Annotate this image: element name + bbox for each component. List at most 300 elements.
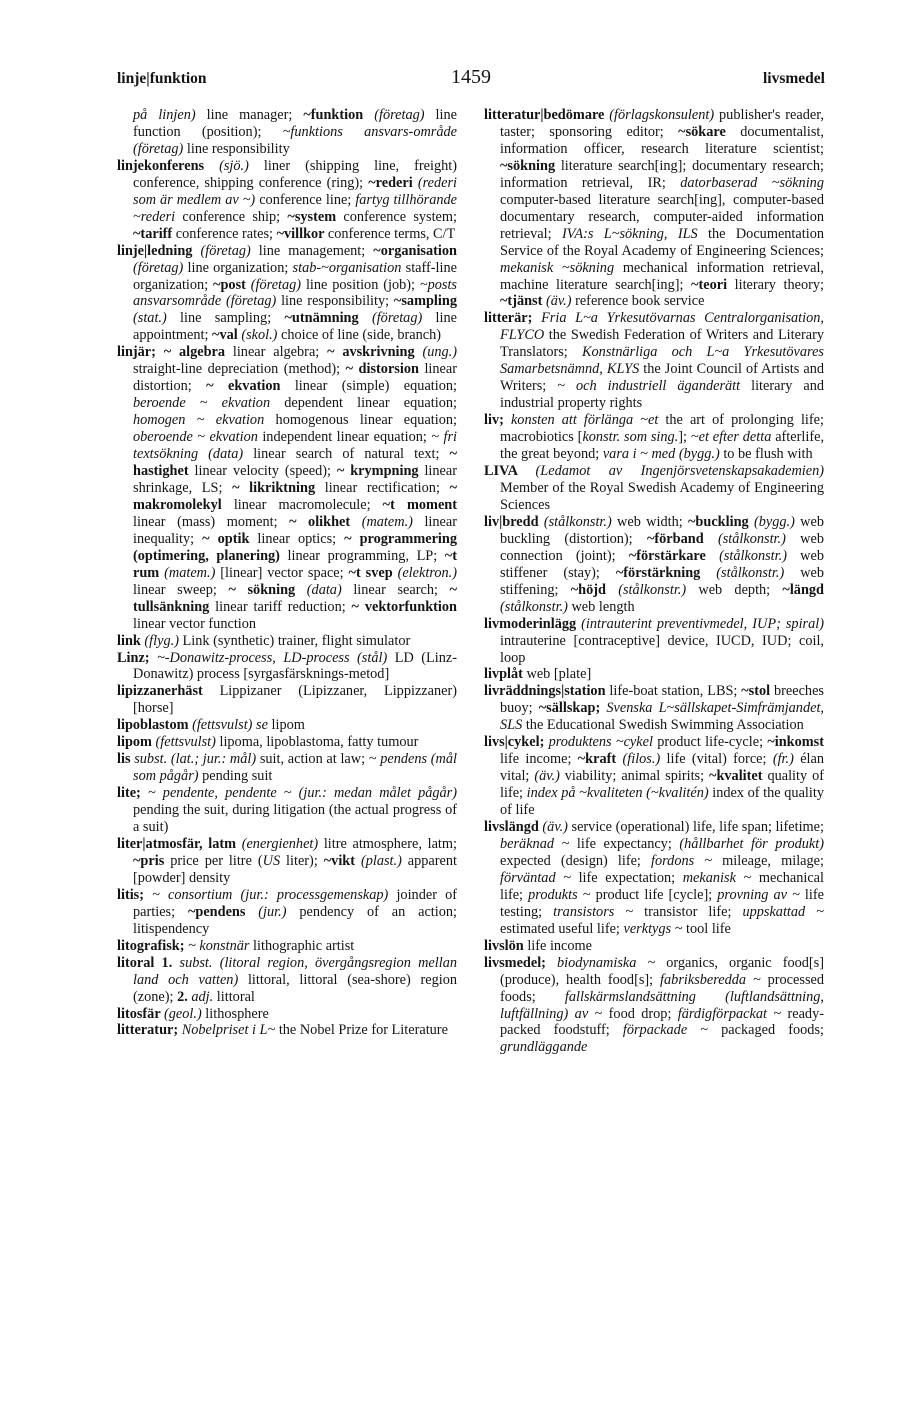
translation-text: conference line; bbox=[259, 191, 356, 208]
italic-gloss: mekanisk ~sökning bbox=[500, 259, 623, 276]
translation-text: web stiffener (stay); bbox=[500, 547, 824, 581]
translation-text: breeches buoy; bbox=[500, 683, 824, 717]
translation-text: life-boat station, LBS; bbox=[609, 683, 742, 700]
headword: ~stol bbox=[741, 683, 774, 700]
headword: ~ programmering (optimering, planering) bbox=[133, 530, 457, 564]
headword: litoral bbox=[117, 954, 162, 971]
dictionary-entry bbox=[484, 463, 824, 514]
translation-text: conference ship; bbox=[182, 208, 288, 225]
translation-text: linear optics; bbox=[257, 530, 345, 547]
translation-text: liner (shipping line, freight) conference, shipping conference (ring); bbox=[133, 157, 457, 191]
headword: litteratur|bedömare bbox=[484, 107, 610, 123]
italic-gloss: subst. (litoral region, övergångsregion mellan land och vatten) bbox=[133, 954, 457, 988]
dictionary-entry bbox=[484, 514, 824, 616]
translation-text: web length bbox=[571, 598, 635, 615]
translation-text: reference book service bbox=[575, 293, 705, 310]
italic-gloss: fallskärmslandsättning (luftlandsättning, luftfällning) av ~ bbox=[500, 988, 824, 1022]
dictionary-entry bbox=[117, 938, 457, 955]
translation-text: intrauterine [contraceptive] device, IUCD, IUD; coil, loop bbox=[500, 632, 824, 666]
headword: ~ algebra bbox=[163, 344, 233, 361]
translation-text: transistor life; bbox=[644, 903, 743, 920]
italic-gloss: oberoende ~ ekvation bbox=[133, 429, 263, 446]
italic-gloss: (stålkonstr.) bbox=[716, 564, 801, 581]
translation-text: lipoma, lipoblastoma, fatty tumour bbox=[219, 734, 419, 751]
translation-text: expected (design) life; bbox=[500, 852, 652, 869]
headword: link bbox=[117, 632, 145, 649]
headword: linjär; bbox=[117, 344, 164, 361]
headword: livslängd bbox=[484, 819, 543, 836]
italic-gloss: index på ~kvaliteten (~kvalitén) bbox=[526, 785, 713, 802]
italic-gloss: (data) bbox=[306, 581, 354, 598]
italic-gloss: ~ pendente, pendente ~ (jur.: medan målet pågår) bbox=[147, 785, 458, 802]
translation-text: index of the quality of life bbox=[500, 785, 824, 819]
dictionary-entry bbox=[117, 158, 457, 243]
translation-text: line responsibility; bbox=[281, 293, 394, 310]
italic-gloss: (Ledamot av Ingenjörsvetenskapsakademien) bbox=[535, 463, 824, 480]
dictionary-entry bbox=[484, 616, 824, 667]
headword: ~ optik bbox=[202, 530, 258, 547]
translation-text: processed foods; bbox=[500, 971, 824, 1005]
translation-text: linear programming, LP; bbox=[287, 547, 445, 564]
headword: litteratur; bbox=[117, 1022, 182, 1039]
headword: ~villkor bbox=[276, 225, 328, 242]
translation-text: service (operational) life, life span; lifetime; bbox=[571, 819, 824, 836]
italic-gloss: US bbox=[262, 852, 287, 869]
headword: lipoblastom bbox=[117, 717, 193, 734]
headword: ~t svep bbox=[348, 564, 398, 581]
headword: ~kvalitet bbox=[709, 768, 768, 785]
translation-text: food drop; bbox=[608, 1005, 678, 1022]
translation-text: littoral, littoral (sea-shore) region (zone); bbox=[133, 971, 457, 1005]
translation-text: linear shrinkage, LS; bbox=[133, 463, 457, 496]
translation-text: afterlife, the great beyond; bbox=[500, 429, 825, 463]
translation-text: the Nobel Prize for Literature bbox=[278, 1022, 448, 1039]
headword: ~tjänst bbox=[500, 293, 546, 310]
italic-gloss: ~et efter detta bbox=[690, 429, 776, 446]
italic-gloss: (energienhet) bbox=[241, 835, 324, 852]
headword: ~teori bbox=[691, 276, 735, 293]
italic-gloss: på linjen) bbox=[133, 107, 207, 123]
headword: ~inkomst bbox=[767, 734, 825, 751]
italic-gloss: provning av ~ bbox=[717, 886, 805, 903]
italic-gloss: förpackade ~ bbox=[622, 1022, 722, 1039]
dictionary-entry bbox=[117, 836, 457, 887]
headword: livs|cykel; bbox=[484, 734, 549, 751]
italic-gloss: produkts ~ bbox=[528, 886, 596, 903]
translation-text: straight-line depreciation (method); bbox=[133, 361, 346, 378]
headword: litis; bbox=[117, 886, 153, 903]
headword: ~ vektorfunktion bbox=[351, 598, 457, 615]
translation-text: linear vector function bbox=[133, 615, 257, 632]
translation-text: web [plate] bbox=[526, 666, 592, 683]
italic-gloss: (rederi som är medlem av ~) bbox=[133, 174, 457, 208]
translation-text: mechanical life; bbox=[500, 869, 824, 903]
italic-gloss: (företag) bbox=[200, 242, 259, 259]
translation-text: linear search of natural text; bbox=[253, 446, 450, 463]
translation-text: price per litre ( bbox=[170, 852, 263, 869]
dictionary-entry bbox=[117, 887, 457, 938]
italic-gloss: uppskattad ~ bbox=[742, 903, 824, 920]
italic-gloss: (företag) bbox=[371, 310, 436, 327]
translation-text: life testing; bbox=[500, 886, 824, 920]
translation-text: élan vital; bbox=[500, 751, 824, 785]
italic-gloss: (intrauterint preventivmedel, IUP; spiral) bbox=[581, 615, 824, 632]
headword: ~höjd bbox=[570, 581, 619, 598]
translation-text: LD (Linz-Donawitz) process [syrgasfärsknings-metod] bbox=[133, 649, 457, 683]
italic-gloss: ~ konstnär bbox=[188, 937, 254, 954]
translation-text: liter); bbox=[286, 852, 324, 869]
header-right-guideword: livsmedel bbox=[763, 70, 825, 87]
italic-gloss: ~-Donawitz-process, LD-process (stål) bbox=[157, 649, 395, 666]
italic-gloss: (företag) bbox=[133, 259, 188, 276]
headword: ~t moment bbox=[382, 496, 457, 513]
translation-text: life income bbox=[527, 937, 593, 954]
translation-text: literary theory; bbox=[734, 276, 824, 293]
italic-gloss: beräknad ~ bbox=[500, 835, 577, 852]
italic-gloss: konsten att förlänga ~et bbox=[510, 412, 666, 429]
headword: livmoderinlägg bbox=[484, 615, 582, 632]
headword: lis bbox=[117, 751, 135, 768]
dictionary-entry bbox=[484, 819, 824, 938]
translation-text: lithosphere bbox=[205, 1005, 269, 1022]
italic-gloss: stab-~organisation bbox=[292, 259, 406, 276]
italic-gloss: (bygg.) bbox=[753, 513, 801, 530]
headword: linjekonferens bbox=[117, 157, 220, 174]
italic-gloss: verktygs ~ bbox=[623, 920, 686, 937]
italic-gloss: grundläggande bbox=[500, 1039, 588, 1056]
italic-gloss: beroende ~ ekvation bbox=[133, 395, 285, 412]
italic-gloss: datorbaserad ~sökning bbox=[680, 174, 824, 191]
italic-gloss: (skol.) bbox=[241, 327, 282, 344]
dictionary-entry bbox=[484, 666, 824, 683]
translation-text: linear inequality; bbox=[133, 513, 457, 547]
italic-gloss: (geol.) bbox=[164, 1005, 206, 1022]
translation-text: line responsibility bbox=[186, 140, 290, 157]
translation-text: computer-based literature search[ing], computer-based documentary research, computer-aided information retrieval; bbox=[500, 191, 824, 242]
translation-text: conference terms, C/T bbox=[327, 225, 456, 242]
headword: ~vikt bbox=[323, 852, 361, 869]
headword: linje|ledning bbox=[117, 242, 201, 259]
italic-gloss: ~ pendens (mål som pågår) bbox=[133, 751, 457, 785]
italic-gloss: ~posts ansvarsområde (företag) bbox=[133, 276, 457, 310]
headword: livräddnings|station bbox=[484, 683, 610, 700]
headword: ~utnämning bbox=[284, 310, 372, 327]
dictionary-entry bbox=[484, 734, 824, 819]
dictionary-entry bbox=[117, 344, 457, 632]
translation-text: linear sweep; bbox=[133, 581, 229, 598]
translation-text: linear tariff reduction; bbox=[215, 598, 352, 615]
translation-text: quality of life; bbox=[500, 768, 824, 802]
italic-gloss: konstr. som sing. bbox=[582, 429, 679, 446]
translation-text: Link (synthetic) trainer, flight simulator bbox=[182, 632, 411, 649]
italic-gloss: (äv.) bbox=[534, 768, 565, 785]
italic-gloss: (företag) bbox=[250, 276, 306, 293]
italic-gloss: fabriksberedda ~ bbox=[660, 971, 768, 988]
translation-text: web width; bbox=[617, 513, 688, 530]
translation-text: lithographic artist bbox=[253, 937, 355, 954]
headword: ~organisation bbox=[373, 242, 457, 259]
dictionary-entry bbox=[484, 683, 824, 734]
italic-gloss: ~funktions ansvars-område (företag) bbox=[133, 123, 457, 157]
italic-gloss: Nobelpriset i L~ bbox=[181, 1022, 279, 1039]
translation-text: linear (mass) moment; bbox=[133, 513, 290, 530]
translation-text: to be flush with bbox=[723, 446, 813, 463]
headword: ~tariff bbox=[133, 225, 176, 242]
headword: litterär; bbox=[484, 310, 542, 327]
translation-text: conference rates; bbox=[175, 225, 277, 242]
italic-gloss: (filos.) bbox=[622, 751, 667, 768]
headword: litografisk; bbox=[117, 937, 189, 954]
translation-text: linear distortion; bbox=[133, 361, 457, 395]
italic-gloss: ~ fri textsökning (data) bbox=[133, 429, 457, 463]
header-left-guideword: linje|funktion bbox=[117, 70, 207, 87]
translation-text: homogenous linear equation; bbox=[275, 412, 458, 429]
translation-text: suit, action at law; bbox=[259, 751, 369, 768]
headword: ~pris bbox=[133, 852, 171, 869]
italic-gloss: (äv.) bbox=[542, 819, 572, 836]
dictionary-entry bbox=[484, 955, 824, 1057]
italic-gloss: (stålkonstr.) bbox=[500, 598, 572, 615]
translation-text: publisher's reader, taster; sponsoring editor; bbox=[500, 107, 824, 140]
headword: ~förband bbox=[646, 530, 718, 547]
translation-text: viability; animal spirits; bbox=[564, 768, 710, 785]
translation-text: the art of prolonging life; macrobiotics [ bbox=[500, 412, 824, 446]
headword: livplåt bbox=[484, 666, 527, 683]
headword: ~ avskrivning bbox=[327, 344, 423, 361]
headword: lipom bbox=[117, 734, 156, 751]
headword: ~förstärkning bbox=[615, 564, 717, 581]
headword: ~ ekvation bbox=[206, 378, 295, 395]
translation-text: mileage, milage; bbox=[722, 852, 824, 869]
italic-gloss: (ung.) bbox=[422, 344, 457, 361]
italic-gloss: ~ consortium (jur.: processgemenskap) bbox=[152, 886, 397, 903]
headword: liv; bbox=[484, 412, 511, 429]
headword: livsmedel; bbox=[484, 954, 557, 971]
translation-text: documentalist, information officer, research literature scientist; bbox=[500, 123, 824, 157]
headword: ~post bbox=[213, 276, 251, 293]
translation-text: line position (job); bbox=[305, 276, 420, 293]
italic-gloss: transistors ~ bbox=[553, 903, 645, 920]
italic-gloss: (fr.) bbox=[772, 751, 801, 768]
translation-text: apparent [powder] density bbox=[133, 852, 457, 886]
italic-gloss: (fettsvulst) bbox=[155, 734, 220, 751]
headword: liv|bredd bbox=[484, 513, 544, 530]
headword: ~t rum bbox=[133, 547, 457, 581]
italic-gloss: (stålkonstr.) bbox=[618, 581, 699, 598]
italic-gloss: IVA:s L~sökning, ILS bbox=[561, 225, 709, 242]
italic-gloss: (elektron.) bbox=[397, 564, 457, 581]
italic-gloss: Fria L~a Yrkesutövarnas Centralorganisation, FLYCO bbox=[500, 310, 824, 344]
translation-text: litre atmosphere, latm; bbox=[323, 835, 457, 852]
translation-text: pendency of an action; litispendency bbox=[133, 903, 458, 937]
dictionary-entry bbox=[117, 785, 457, 836]
translation-text: tool life bbox=[686, 920, 731, 937]
translation-text: web connection (joint); bbox=[500, 530, 824, 564]
dictionary-entry bbox=[117, 1006, 457, 1023]
translation-text: ]; bbox=[678, 429, 691, 446]
translation-text: linear algebra; bbox=[232, 344, 328, 361]
headword: ~rederi bbox=[368, 174, 418, 191]
italic-gloss: fordons ~ bbox=[651, 852, 723, 869]
italic-gloss: (flyg.) bbox=[144, 632, 183, 649]
italic-gloss: (stålkonstr.) bbox=[543, 513, 618, 530]
translation-text: line manager; bbox=[206, 107, 304, 123]
page-number: 1459 bbox=[451, 66, 491, 88]
translation-text: line sampling; bbox=[180, 310, 285, 327]
dictionary-entry bbox=[117, 243, 457, 345]
translation-text: linear macromolecule; bbox=[233, 496, 383, 513]
translation-text: product life-cycle; bbox=[657, 734, 768, 751]
headword: liter|atmosfär, latm bbox=[117, 835, 242, 852]
italic-gloss: subst. (lat.; jur.: mål) bbox=[134, 751, 260, 768]
dictionary-entry bbox=[117, 633, 457, 650]
translation-text: linear search; bbox=[353, 581, 450, 598]
translation-text: littoral bbox=[216, 988, 255, 1005]
italic-gloss: (fettsvulst) se bbox=[192, 717, 272, 734]
translation-text: Lippizaner (Lipizzaner, Lippizzaner) [horse] bbox=[133, 683, 457, 717]
headword: LIVA bbox=[484, 463, 536, 480]
italic-gloss: biodynamiska ~ bbox=[557, 954, 667, 971]
dictionary-entry bbox=[117, 1022, 457, 1039]
italic-gloss: (stat.) bbox=[133, 310, 181, 327]
italic-gloss: (matem.) bbox=[361, 513, 425, 530]
italic-gloss: (stålkonstr.) bbox=[719, 547, 801, 564]
translation-text: linear velocity (speed); bbox=[194, 463, 337, 480]
translation-text: life expectancy; bbox=[576, 835, 680, 852]
headword: ~pendens bbox=[187, 903, 259, 920]
translation-text: mechanical information retrieval, machine literature search[ing]; bbox=[500, 259, 824, 293]
italic-gloss: (jur.) bbox=[258, 903, 300, 920]
headword: ~ tullsänkning bbox=[133, 581, 457, 615]
italic-gloss: (företag) bbox=[374, 107, 436, 123]
headword: ~sökare bbox=[678, 123, 741, 140]
translation-text: web stiffening; bbox=[500, 564, 825, 598]
translation-text: [linear] vector space; bbox=[220, 564, 349, 581]
headword: ~sökning bbox=[500, 157, 561, 174]
headword: ~ distorsion bbox=[345, 361, 425, 378]
translation-text: linear (simple) equation; bbox=[294, 378, 457, 395]
headword: litosfär bbox=[117, 1005, 164, 1022]
italic-gloss: förväntad ~ bbox=[500, 869, 579, 886]
headword: ~sampling bbox=[393, 293, 457, 310]
translation-text: estimated useful life; bbox=[500, 920, 624, 937]
headword: ~system bbox=[287, 208, 344, 225]
italic-gloss: Svenska L~sällskapet-Simfrämjandet, SLS bbox=[500, 700, 825, 734]
page-header bbox=[117, 66, 825, 96]
translation-text: Member of the Royal Swedish Academy of Engineering Sciences bbox=[500, 479, 824, 513]
headword: livslön bbox=[484, 937, 528, 954]
translation-text: ready-packed foodstuff; bbox=[500, 1005, 824, 1039]
translation-text: life (vital) force; bbox=[666, 751, 773, 768]
italic-gloss: (förlagskonsulent) bbox=[609, 107, 720, 123]
translation-text: the Swedish Federation of Writers and Literary Translators; bbox=[500, 327, 824, 361]
italic-gloss: homogen ~ ekvation bbox=[133, 412, 276, 429]
translation-text: linear rectification; bbox=[324, 479, 450, 496]
headword: ~kraft bbox=[577, 751, 623, 768]
headword: 1. bbox=[161, 954, 180, 971]
translation-text: joinder of parties; bbox=[133, 886, 458, 920]
dictionary-entry bbox=[117, 683, 457, 717]
italic-gloss: mekanisk ~ bbox=[682, 869, 759, 886]
dictionary-entry bbox=[117, 751, 457, 785]
translation-text: literature search[ing]; documentary research; information retrieval, IR; bbox=[500, 157, 824, 191]
translation-text: the Joint Council of Artists and Writers; bbox=[500, 361, 824, 395]
italic-gloss: Konstnärliga och L~a Yrkesutövares Samarbetsnämnd, KLYS bbox=[500, 344, 824, 378]
translation-text: choice of line (side, branch) bbox=[281, 327, 441, 344]
italic-gloss: produktens ~cykel bbox=[548, 734, 658, 751]
translation-text: lipom bbox=[271, 717, 305, 734]
left-column bbox=[117, 107, 457, 1039]
italic-gloss: färdigförpackat ~ bbox=[677, 1005, 788, 1022]
headword: ~förstärkare bbox=[628, 547, 720, 564]
italic-gloss: (matem.) bbox=[164, 564, 221, 581]
translation-text: packaged foods; bbox=[721, 1022, 824, 1039]
translation-text: line management; bbox=[258, 242, 374, 259]
headword: ~funktion bbox=[303, 107, 375, 123]
headword: ~sällskap; bbox=[538, 700, 607, 717]
headword: ~buckling bbox=[688, 513, 754, 530]
italic-gloss: (äv.) bbox=[545, 293, 576, 310]
italic-gloss: (hållbarhet för produkt) bbox=[679, 835, 825, 852]
headword: ~ likriktning bbox=[232, 479, 325, 496]
translation-text: staff-line organization; bbox=[133, 259, 457, 293]
headword: Linz; bbox=[117, 649, 158, 666]
italic-gloss: fartyg tillhörande ~rederi bbox=[133, 191, 458, 225]
translation-text: organics, organic food[s] (produce), health food[s]; bbox=[500, 954, 824, 988]
translation-text: pending the suit, during litigation (the actual progress of a suit) bbox=[133, 802, 457, 836]
italic-gloss: adj. bbox=[191, 988, 217, 1005]
right-column bbox=[484, 107, 824, 1056]
translation-text: web depth; bbox=[698, 581, 783, 598]
translation-text: conference system; bbox=[343, 208, 457, 225]
dictionary-entry bbox=[117, 650, 457, 684]
translation-text: line function (position); bbox=[133, 107, 457, 140]
translation-text: line appointment; bbox=[133, 310, 457, 344]
italic-gloss: vara i ~ med (bygg.) bbox=[602, 446, 724, 463]
headword: ~val bbox=[212, 327, 242, 344]
translation-text: dependent linear equation; bbox=[284, 395, 457, 412]
translation-text: independent linear equation; bbox=[262, 429, 432, 446]
italic-gloss: ~ och industriell äganderätt bbox=[557, 378, 752, 395]
translation-text: pending suit bbox=[202, 768, 273, 785]
dictionary-entry bbox=[117, 107, 457, 158]
italic-gloss: (sjö.) bbox=[219, 157, 264, 174]
dictionary-entry bbox=[117, 955, 457, 1006]
dictionary-entry bbox=[117, 717, 457, 734]
headword: ~längd bbox=[782, 581, 824, 598]
headword: lipizzanerhäst bbox=[117, 683, 220, 700]
dictionary-entry bbox=[484, 107, 824, 310]
translation-text: the Documentation Service of the Royal Academy of Engineering Sciences; bbox=[500, 225, 824, 259]
translation-text: life income; bbox=[500, 751, 578, 768]
italic-gloss: (stålkonstr.) bbox=[717, 530, 801, 547]
headword: ~ krympning bbox=[336, 463, 425, 480]
headword: ~ makromolekyl bbox=[133, 479, 457, 513]
translation-text: product life [cycle]; bbox=[595, 886, 718, 903]
italic-gloss: (plast.) bbox=[360, 852, 408, 869]
translation-text: the Educational Swedish Swimming Association bbox=[525, 717, 804, 734]
translation-text: life expectation; bbox=[578, 869, 683, 886]
headword: 2. bbox=[177, 988, 192, 1005]
translation-text: web buckling (distortion); bbox=[500, 513, 824, 547]
translation-text: literary and industrial property rights bbox=[500, 378, 825, 412]
dictionary-entry bbox=[484, 310, 824, 412]
headword: ~ olikhet bbox=[289, 513, 362, 530]
dictionary-entry bbox=[117, 734, 457, 751]
headword: lite; bbox=[117, 785, 148, 802]
headword: ~ hastighet bbox=[133, 446, 457, 480]
dictionary-entry bbox=[484, 412, 824, 463]
